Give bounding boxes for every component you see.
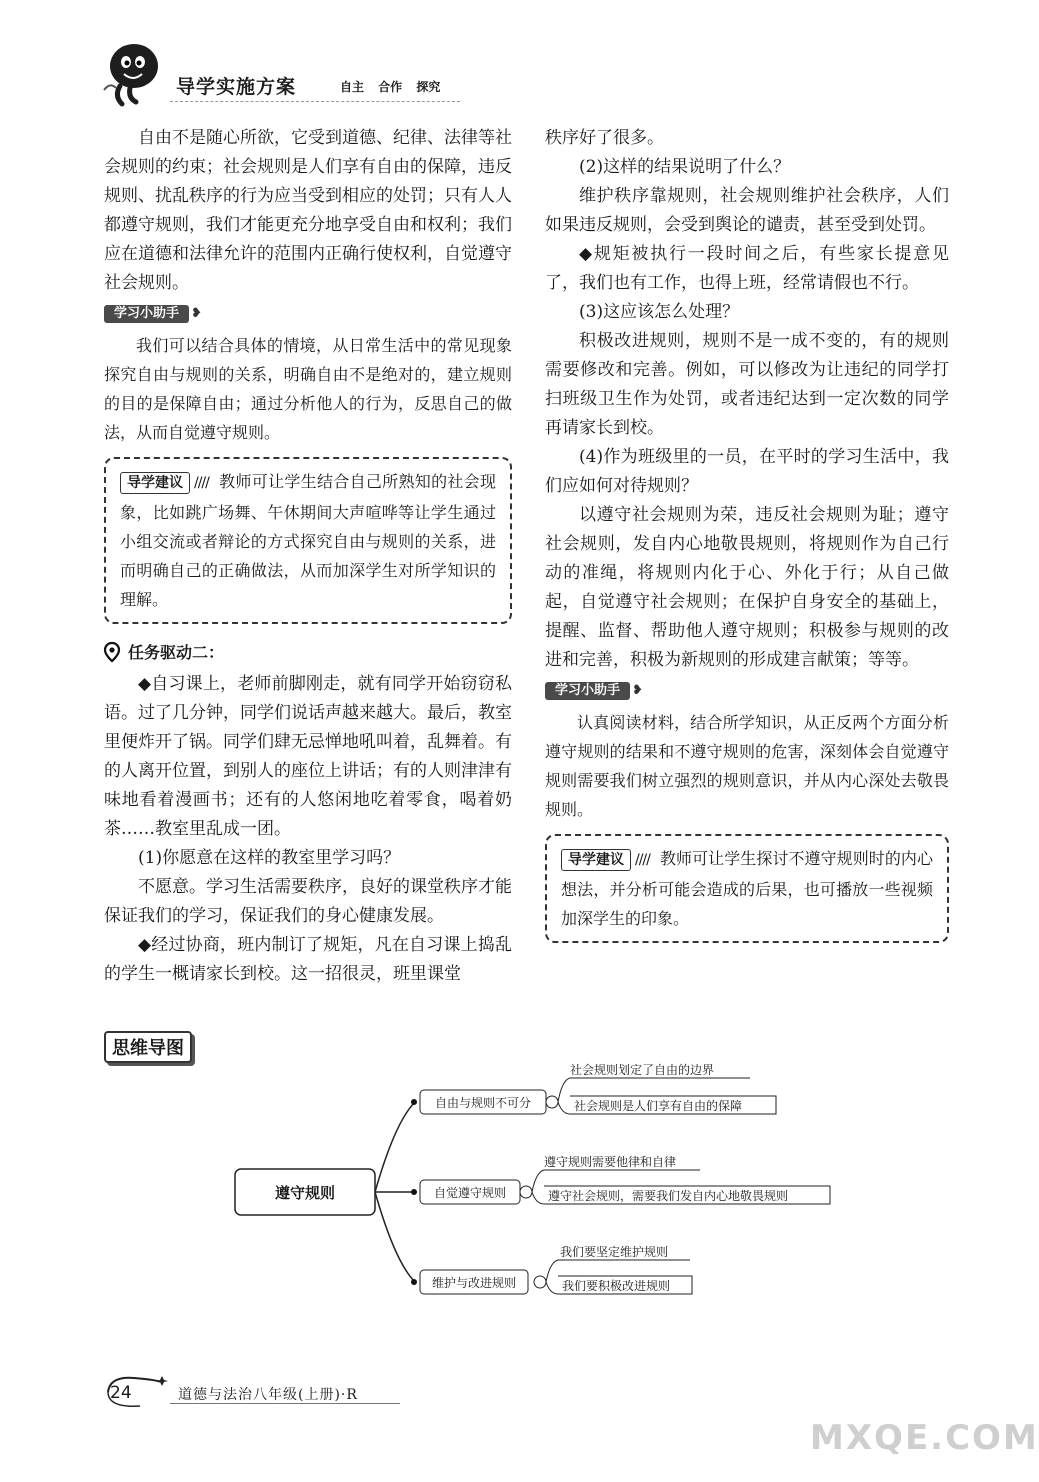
- mindmap-leaf-1-1: 社会规则划定了自由的边界: [570, 1063, 715, 1077]
- paragraph-helper-note: 我们可以结合具体的情境，从日常生活中的常见现象探究自由与规则的关系，明确自由不是绝对的，建立规则的目的是保障自由；通过分析他人的行为，反思自己的做法，从而自觉遵守规则。: [104, 336, 512, 442]
- slash-icon: ////: [635, 852, 650, 868]
- paragraph-continued: 秩序好了很多。: [545, 128, 664, 148]
- mindmap-branch-3: 维护与改进规则: [431, 1276, 517, 1290]
- answer-2: 维护秩序靠规则，社会规则维护社会秩序，人们如果违反规则，会受到舆论的谴责，甚至受到处罚。: [545, 186, 949, 235]
- footer-divider: [170, 1403, 400, 1404]
- question-1: (1)你愿意在这样的教室里学习吗？: [138, 848, 401, 868]
- question-3: (3)这应该怎么处理？: [579, 302, 740, 322]
- study-helper-badge-2: 学习小助手: [545, 682, 630, 700]
- advice-tag: 导学建议: [561, 849, 631, 871]
- teaching-advice-box-2: [545, 834, 949, 943]
- mascot-logo: [100, 38, 162, 108]
- page-number: 24: [110, 1383, 132, 1403]
- mindmap-title: 思维导图: [104, 1031, 192, 1063]
- mindmap-root: 遵守规则: [274, 1184, 336, 1202]
- teaching-advice-box: [104, 457, 512, 624]
- mindmap-branch-2: 自觉遵守规则: [433, 1186, 507, 1200]
- answer-3: 积极改进规则，规则不是一成不变的，有的规则需要修改和完善。例如，可以修改为让违纪的同学打扫班级卫生作为处罚，或者违纪达到一定次数的同学再请家长到校。: [545, 331, 949, 438]
- watermark: MXQE.COM: [810, 1418, 1039, 1458]
- mindmap-leaf-1-2: 社会规则是人们享有自由的保障: [574, 1099, 743, 1113]
- mindmap-branch-1: 自由与规则不可分: [434, 1096, 532, 1110]
- answer-1: 不愿意。学习生活需要秩序，良好的课堂秩序才能保证我们的学习，保证我们的身心健康发展。: [104, 877, 512, 926]
- study-helper-badge: 学习小助手: [104, 305, 189, 323]
- mindmap-diagram: [230, 1062, 850, 1322]
- task-heading: [104, 638, 512, 668]
- paragraph-helper-note-2: 认真阅读材料，结合所学知识，从正反两个方面分析遵守规则的结果和不遵守规则的危害，深刻体会自觉遵守规则需要我们树立强烈的规则意识，并从内心深处去敬畏规则。: [545, 713, 949, 819]
- answer-4: 以遵守社会规则为荣，违反社会规则为耻；遵守社会规则，发自内心地敬畏规则，将规则作为自己行动的准绳，将规则内化于心、外化于行；从自己做起，自觉遵守社会规则；在保护自身安全的基础上，提醒、监督、帮助他人遵守规则；积极参与规则的改进和完善，积极为新规则的形成建言献策；等等。: [545, 505, 949, 670]
- helper-wing-icon: ❥: [191, 306, 202, 321]
- left-column: [104, 124, 512, 989]
- location-pin-icon: [104, 642, 120, 662]
- paragraph-parents: ◆规矩被执行一段时间之后，有些家长提意见了，我们也有工作，也得上班，经常请假也不行。: [545, 244, 949, 293]
- mindmap-leaf-2-1: 遵守规则需要他律和自律: [544, 1155, 677, 1169]
- helper-wing-icon: ❥: [632, 683, 643, 698]
- advice-tag: 导学建议: [120, 472, 190, 494]
- advice-text: 教师可让学生探讨不遵守规则时的内心想法，并分析可能会造成的后果，也可播放一些视频加深学生的印象。: [561, 849, 933, 928]
- advice-text: 教师可让学生结合自己所熟知的社会现象，比如跳广场舞、午休期间大声喧哗等让学生通过小组交流或者辩论的方式探究自由与规则的关系，进而明确自己的正确做法，从而加深学生对所学知识的理解。: [120, 472, 496, 609]
- mindmap-leaf-3-1: 我们要坚定维护规则: [560, 1245, 669, 1259]
- book-title: 道德与法治八年级(上册)·R: [178, 1387, 358, 1403]
- mindmap-leaf-3-2: 我们要积极改进规则: [562, 1279, 671, 1293]
- paragraph-scenario: ◆自习课上，老师前脚刚走，就有同学开始窃窃私语。过了几分钟，同学们说话声越来越大。最后，教室里便炸开了锅。同学们肆无忌惮地吼叫着，乱舞着。有的人离开位置，到别人的座位上讲话；有的人则津津有味地看着漫画书；还有的人悠闲地吃着零食，喝着奶茶……教室里乱成一团。: [104, 674, 512, 839]
- header-title: 导学实施方案: [176, 76, 297, 98]
- mindmap-leaf-2-2: 遵守社会规则，需要我们发自内心地敬畏规则: [548, 1189, 789, 1203]
- header-divider: [170, 101, 460, 102]
- header-subtitle: 自主 合作 探究: [340, 80, 441, 94]
- paragraph-freedom-conclusion: 自由不是随心所欲，它受到道德、纪律、法律等社会规则的约束；社会规则是人们享有自由的保障，违反规则、扰乱秩序的行为应当受到相应的处罚；只有人人都遵守规则，我们才能更充分地享受自由和权利；我们应在道德和法律允许的范围内正确行使权利，自觉遵守社会规则。: [104, 128, 512, 293]
- slash-icon: ////: [194, 475, 209, 491]
- question-4: (4)作为班级里的一员，在平时的学习生活中，我们应如何对待规则？: [545, 447, 949, 496]
- question-2: (2)这样的结果说明了什么？: [579, 157, 791, 177]
- task-label: 任务驱动二：: [128, 643, 225, 662]
- right-column: [545, 124, 949, 957]
- paragraph-negotiation: ◆经过协商，班内制订了规矩，凡在自习课上捣乱的学生一概请家长到校。这一招很灵，班里课堂: [104, 935, 512, 984]
